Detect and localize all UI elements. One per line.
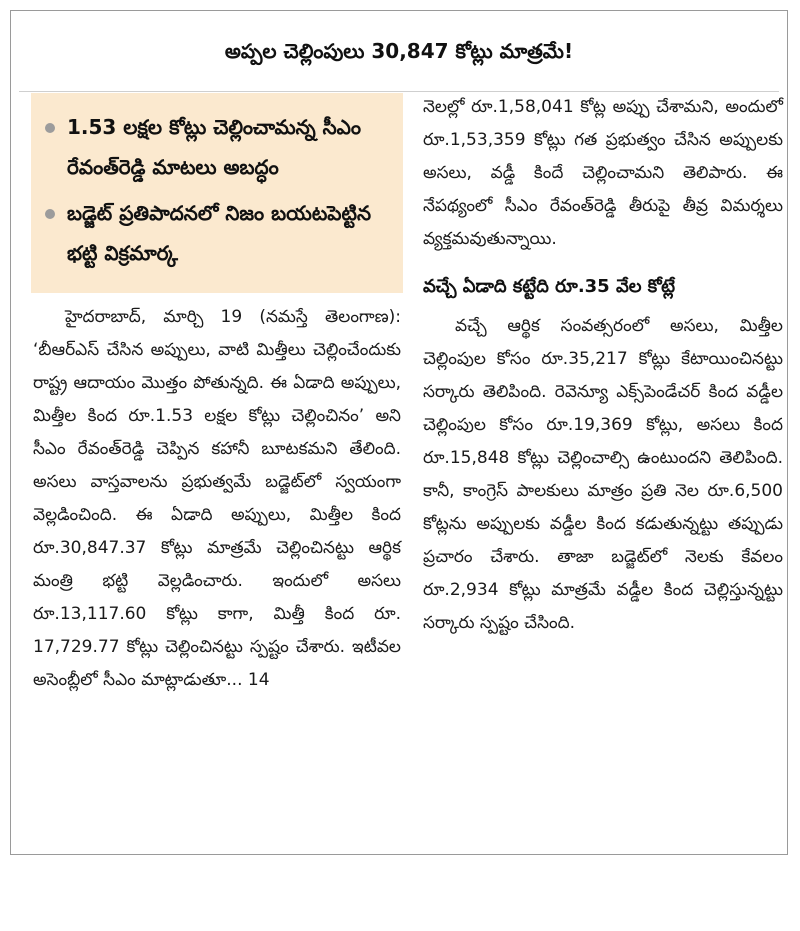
highlights-box (31, 93, 403, 293)
body-paragraph: వచ్చే ఆర్థిక సంవత్సరంలో అసలు, మిత్తీల చెల్లింపుల కోసం రూ.35,217 కోట్లు కేటాయించినట్టు సర్కారు తెలిపింది. రెవెన్యూ ఎక్స్‌పెండేచర్ కింద వడ్డీల చెల్లింపుల కోసం రూ.19,369 కోట్లు, అసలు కింద రూ.15,848 కోట్లు చెల్లించాల్సి ఉంటుందని తెలిపింది. కానీ, కాంగ్రెస్ పాలకులు మాత్రం ప్రతి నెల రూ.6,500 కోట్లను అప్పులకు వడ్డీల కింద కడుతున్నట్టు తప్పుడు ప్రచారం చేశారు. తాజా బడ్జెట్‌లో నెలకు కేవలం రూ.2,934 కోట్లు మాత్రమే వడ్డీల కింద చెల్లిస్తున్నట్టు సర్కారు స్పష్టం చేసింది. (423, 316, 783, 633)
body-paragraph: హైదరాబాద్, మార్చి 19 (నమస్తే తెలంగాణ): ‘బీఆర్ఎస్ చేసిన అప్పులు, వాటి మిత్తీలు చెల్లించేందుకు రాష్ట్ర ఆదాయం మొత్తం పోతున్నది. ఈ ఏడాది అప్పులు, మిత్తీల కింద రూ.1.53 లక్షల కోట్లు చెల్లించినం’ అని సీఎం రేవంత్‌రెడ్డి చెప్పిన కహానీ బూటకమని తేలింది. అసలు వాస్తవాలను ప్రభుత్వమే బడ్జెట్‌లో స్వయంగా వెల్లడించింది. ఈ ఏడాది అప్పులు, మిత్తీల కింద రూ.30,847.37 కోట్లు మాత్రమే చెల్లించినట్టు ఆర్థిక మంత్రి భట్టి వెల్లడించారు. ఇందులో అసలు రూ.13,117.60 కోట్లు కాగా, మిత్తీ కింద రూ. 17,729.77 కోట్లు చెల్లించినట్టు స్పష్టం చేశారు. ఇటీవల అసెంబ్లీలో సీఎం మాట్లాడుతూ... 14 (33, 307, 401, 690)
right-column (423, 91, 783, 640)
highlight-text: బడ్జెట్ ప్రతిపాదనలో నిజం బయటపెట్టిన భట్టి విక్రమార్క (67, 201, 372, 265)
subheading: వచ్చే ఏడాది కట్టేది రూ.35 వేల కోట్లే (423, 276, 676, 297)
highlight-item (45, 193, 393, 273)
highlight-text: 1.53 లక్షల కోట్లు చెల్లించామన్న సీఎం రేవంత్‌రెడ్డి మాటలు అబద్ధం (67, 115, 361, 179)
newspaper-clipping (10, 10, 788, 855)
bullet-icon (45, 123, 55, 133)
highlight-item (45, 107, 393, 187)
left-column (33, 301, 401, 697)
headline: అప్పల చెల్లింపులు 30,847 కోట్లు మాత్రమే! (224, 39, 574, 63)
continued-paragraph: నెలల్లో రూ.1,58,041 కోట్ల అప్పు చేశామని, అందులో రూ.1,53,359 కోట్లు గత ప్రభుత్వం చేసిన అప్పులకు అసలు, వడ్డీ కిందే చెల్లించామని తెలిపారు. ఈ నేపథ్యంలో సీఎం రేవంత్‌రెడ్డి తీరుపై తీవ్ర విమర్శలు వ్యక్తమవుతున్నాయి. (423, 97, 783, 249)
bullet-icon (45, 209, 55, 219)
